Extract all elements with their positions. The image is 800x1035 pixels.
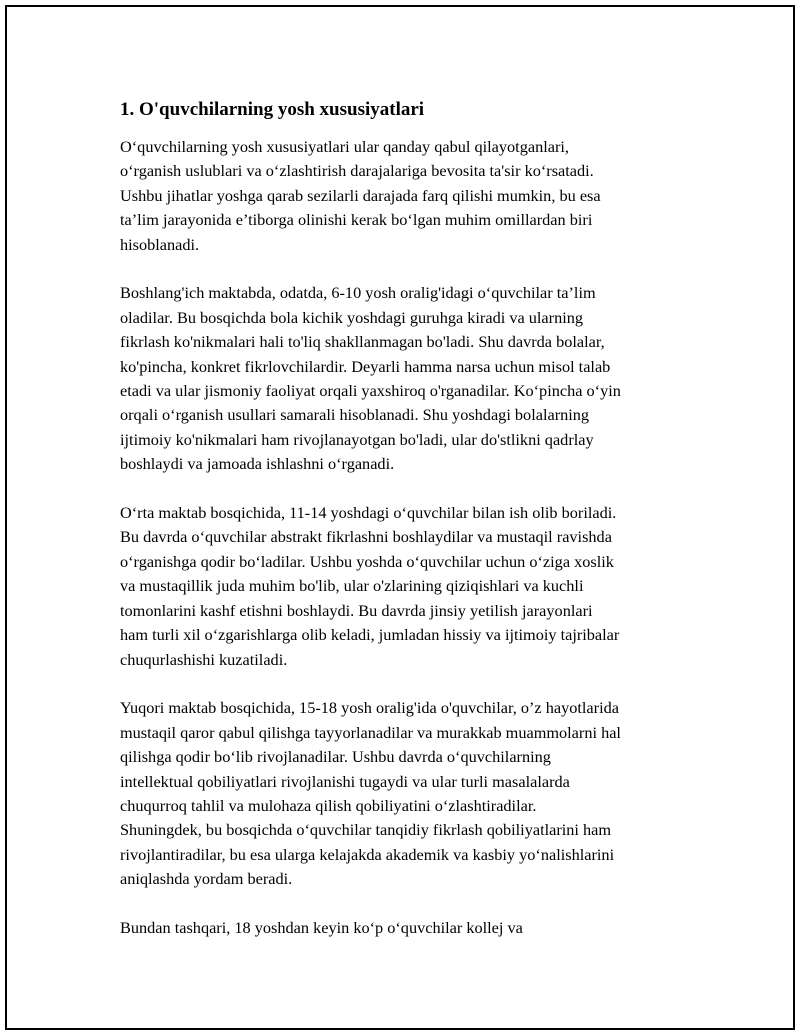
section-heading: 1. O'quvchilarning yosh xususiyatlari <box>120 99 425 120</box>
text-line: ham turli xil o‘zgarishlarga olib keladi, jumladan hissiy va ijtimoiy tajribalar <box>120 625 620 645</box>
text-line: Shuningdek, bu bosqichda o‘quvchilar tanqidiy fikrlash qobiliyatlarini ham <box>120 820 612 840</box>
text-line: Yuqori maktab bosqichida, 15-18 yosh oralig'ida o'quvchilar, o’z hayotlarida <box>120 698 619 718</box>
text-line: ko'pincha, konkret fikrlovchilardir. Deyarli hamma narsa uchun misol talab <box>120 356 611 376</box>
text-line: Ushbu jihatlar yoshga qarab sezilarli darajada farq qilishi mumkin, bu esa <box>120 185 601 205</box>
text-line: o‘rganishga qodir bo‘ladilar. Ushbu yoshda o‘quvchilar uchun o‘ziga xoslik <box>120 551 614 571</box>
text-line: fikrlash ko'nikmalari hali to'liq shakllanmagan bo'ladi. Shu davrda bolalar, <box>120 332 605 352</box>
text-line: oladilar. Bu bosqichda bola kichik yoshdagi guruhga kiradi va ularning <box>120 307 584 327</box>
text-line: chuqurlashishi kuzatiladi. <box>120 649 288 669</box>
text-line: chuqurroq tahlil va mulohaza qilish qobiliyatini o‘zlashtiradilar. <box>120 795 537 815</box>
paragraph-high-school <box>120 696 710 891</box>
text-line: Bu davrda o‘quvchilar abstrakt fikrlashni boshlaydilar va mustaqil ravishda <box>120 527 612 547</box>
text-line: Bundan tashqari, 18 yoshdan keyin ko‘p o‘quvchilar kollej va <box>120 917 523 937</box>
paragraph-after-18 <box>120 916 710 940</box>
text-line: qilishga qodir bo‘lib rivojlanadilar. Ushbu davrda o‘quvchilarning <box>120 747 551 767</box>
text-line: hisoblanadi. <box>120 234 200 254</box>
text-line: ijtimoiy ko'nikmalari ham rivojlanayotgan bo'ladi, ular do'stlikni qadrlay <box>120 429 594 449</box>
text-line: Boshlang'ich maktabda, odatda, 6-10 yosh oralig'idagi o‘quvchilar ta’lim <box>120 283 596 303</box>
text-line: O‘quvchilarning yosh xususiyatlari ular qanday qabul qilayotganlari, <box>120 137 569 156</box>
text-line: O‘rta maktab bosqichida, 11-14 yoshdagi o‘quvchilar bilan ish olib boriladi. <box>120 503 617 523</box>
text-line: intellektual qobiliyatlari rivojlanishi tugaydi va ular turli masalalarda <box>120 771 570 791</box>
text-line: orqali o‘rganish usullari samarali hisoblanadi. Shu yoshdagi bolalarning <box>120 405 590 425</box>
text-line: mustaqil qaror qabul qilishga tayyorlanadilar va murakkab muammolarni hal <box>120 722 621 742</box>
text-line: aniqlashda yordam beradi. <box>120 869 293 889</box>
text-line: ta’lim jarayonida e’tiborga olinishi kerak bo‘lgan muhim omillardan biri <box>120 210 593 230</box>
text-line: etadi va ular jismoniy faoliyat orqali yaxshiroq o'rganadilar. Ko‘pincha o‘yin <box>120 381 621 401</box>
text-line: rivojlantiradilar, bu esa ularga kelajakda akademik va kasbiy yo‘nalishlarini <box>120 844 615 864</box>
text-line: va mustaqillik juda muhim bo'lib, ular o'zlarining qiziqishlari va kuchli <box>120 576 584 596</box>
paragraph-middle-school <box>120 501 710 672</box>
paragraph-primary-school <box>120 281 710 476</box>
page-frame <box>5 5 795 1030</box>
text-line: o‘rganish uslublari va o‘zlashtirish darajalariga bevosita ta'sir ko‘rsatadi. <box>120 161 594 181</box>
text-line: tomonlarini kashf etishni boshlaydi. Bu davrda jinsiy yetilish jarayonlari <box>120 600 593 620</box>
text-line: boshlaydi va jamoada ishlashni o‘rganadi. <box>120 454 395 474</box>
document-body <box>120 97 710 965</box>
paragraph-intro <box>120 135 710 257</box>
